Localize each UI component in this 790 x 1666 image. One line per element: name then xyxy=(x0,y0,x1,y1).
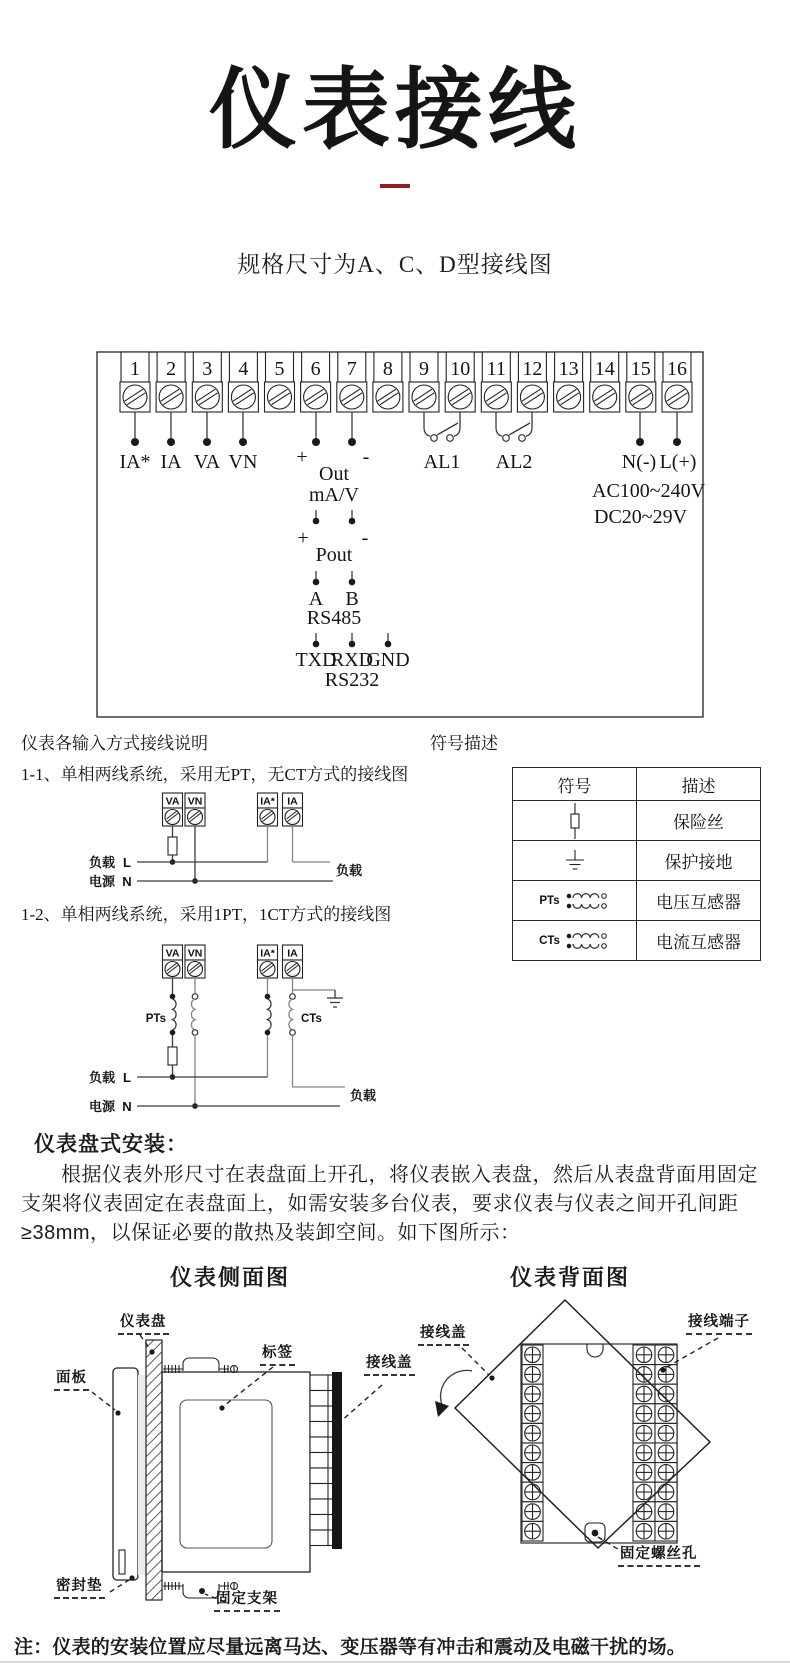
rs485-b: B xyxy=(345,588,359,610)
gasket xyxy=(138,1375,146,1575)
power-l-label: L(+) xyxy=(659,451,697,473)
rs232-label: RS232 xyxy=(324,669,380,691)
symbol-desc: 保护接地 xyxy=(637,841,761,881)
diagram-1-1 xyxy=(89,793,362,889)
terminal-cell xyxy=(373,352,403,412)
terminal-number: 4 xyxy=(238,358,249,380)
terminal-screws-right xyxy=(633,1345,677,1541)
installation-body: 根据仪表外形尺寸在表盘面上开孔，将仪表嵌入表盘，然后从表盘背面用固定支架将仪表固定在表盘面上，如需安装多台仪表，要求仪表与仪表之间开孔间距≥38mm，以保证必要的散热及装卸空间。如下图所示： xyxy=(21,1164,758,1244)
terminal-number: 14 xyxy=(594,358,615,380)
terminal-cell xyxy=(156,352,186,412)
terminal-cell xyxy=(590,352,620,412)
mini-terminal-label: VA xyxy=(165,795,180,808)
table-row xyxy=(513,801,761,841)
symbol-desc: 保险丝 xyxy=(637,801,761,841)
load-label: 负载 xyxy=(88,1070,116,1085)
ct-symbol xyxy=(265,978,322,1035)
mini-terminal-label: IA* xyxy=(260,795,275,808)
rs232-rxd: RXD xyxy=(330,649,374,671)
top-bracket xyxy=(163,1358,238,1373)
terminal-cell xyxy=(120,352,150,412)
symbol-desc: 电流互感器 xyxy=(637,921,761,961)
ground-symbol xyxy=(293,990,344,1007)
terminal-number: 16 xyxy=(667,358,687,380)
terminal-strip xyxy=(120,352,692,412)
installation-heading: 仪表盘式安装： xyxy=(34,1133,188,1156)
column-symbol: 符号 xyxy=(513,768,637,801)
terminal-wiring-diagram xyxy=(0,335,790,733)
signal-label-ia: IA xyxy=(160,451,182,473)
ct-icon xyxy=(564,927,610,955)
callout-side-terminal-cover: 接线盖 xyxy=(364,1356,415,1376)
mini-terminal-label: VA xyxy=(165,947,180,960)
source-label: 电源 xyxy=(88,874,116,889)
terminal-cell xyxy=(517,352,547,412)
side-view-figure xyxy=(30,1295,420,1625)
terminal-cell xyxy=(662,352,692,412)
terminal-number: 1 xyxy=(130,358,140,380)
terminal-number: 11 xyxy=(486,358,506,380)
signal-label-vn: VN xyxy=(228,451,258,473)
terminal-number: 6 xyxy=(310,358,321,380)
ground-icon xyxy=(562,848,588,874)
callout-screw-hole: 固定螺丝孔 xyxy=(618,1547,700,1567)
mini-terminal-label: IA xyxy=(287,947,298,960)
instrument-body xyxy=(162,1372,310,1572)
load-right-label: 负载 xyxy=(350,1088,377,1103)
callout-bracket: 固定支架 xyxy=(214,1592,280,1612)
rotate-arrow xyxy=(435,1370,472,1417)
pout-plus: + xyxy=(297,527,309,549)
bottom-divider xyxy=(0,1661,790,1663)
page-title: 仪表接线 xyxy=(208,60,581,159)
callout-front-panel: 面板 xyxy=(54,1371,89,1391)
power-n-label: N(-) xyxy=(621,451,657,473)
al1-label: AL1 xyxy=(423,451,461,473)
terminal-number: 9 xyxy=(419,358,429,380)
mini-terminal xyxy=(258,793,278,826)
out-minus: - xyxy=(362,446,370,468)
ct-label: CTs xyxy=(301,1013,322,1025)
mini-terminal xyxy=(163,945,183,978)
rs232-txd: TXD xyxy=(295,649,337,671)
alarm-relay-al2 xyxy=(496,412,533,473)
callout-gasket: 密封垫 xyxy=(54,1579,105,1599)
terminal-cell xyxy=(228,352,258,412)
ct-symbol-label: CTs xyxy=(539,934,560,947)
terminal-cell xyxy=(337,352,367,412)
terminal-cover-bar xyxy=(332,1372,342,1549)
neutral-label: N xyxy=(122,1099,132,1114)
terminal-cell xyxy=(409,352,439,412)
load-label: 负载 xyxy=(88,855,116,870)
mini-terminal-label: IA xyxy=(287,795,298,808)
terminal-cell xyxy=(445,352,475,412)
alarm-relay-al1 xyxy=(424,412,461,473)
out-unit: mA/V xyxy=(309,484,359,506)
callout-tag: 标签 xyxy=(260,1346,295,1366)
page-subtitle: 规格尺寸为A、C、D型接线图 xyxy=(237,252,553,277)
power-input-group xyxy=(592,412,706,528)
side-view-title: 仪表侧面图 xyxy=(169,1265,290,1290)
rs232-gnd: GND xyxy=(366,649,410,671)
signal-label-ia-star: IA* xyxy=(119,451,151,473)
line-label: L xyxy=(123,855,131,870)
back-view-title: 仪表背面图 xyxy=(509,1265,630,1290)
mini-terminal xyxy=(258,945,278,978)
input-wiring-heading: 仪表各输入方式接线说明 xyxy=(21,734,208,753)
mini-terminal-label: VN xyxy=(187,947,203,960)
diagram-1-2 xyxy=(89,945,376,1114)
callout-back-terminal-cover: 接线盖 xyxy=(418,1326,469,1346)
pout-minus: - xyxy=(361,527,369,549)
power-ac-range: AC100~240V xyxy=(592,480,706,502)
pt-symbol-label: PTs xyxy=(539,894,560,907)
power-dc-range: DC20~29V xyxy=(594,506,688,528)
terminal-number: 13 xyxy=(558,358,579,380)
diagram-1-1-caption: 1-1、单相两线系统，采用无PT，无CT方式的接线图 xyxy=(21,765,409,784)
terminal-number: 7 xyxy=(346,358,357,380)
analog-out-group xyxy=(296,412,369,506)
pout-label: Pout xyxy=(315,544,353,566)
symbol-table-heading: 符号描述 xyxy=(430,734,498,753)
load-right-label: 负载 xyxy=(336,863,363,878)
diagram-1-2-caption: 1-2、单相两线系统，采用1PT，1CT方式的接线图 xyxy=(21,905,392,924)
mini-terminal-label: VN xyxy=(187,795,203,808)
pt-icon xyxy=(564,887,610,915)
footer-note: 注：仪表的安装位置应尽量远离马达、变压器等有冲击和震动及电磁干扰的场。 xyxy=(14,1637,687,1658)
table-row xyxy=(513,841,761,881)
al2-label: AL2 xyxy=(495,451,533,473)
rs485-group xyxy=(307,571,361,629)
terminal-comb xyxy=(310,1375,332,1546)
mini-terminal xyxy=(185,793,205,826)
callout-panel: 仪表盘 xyxy=(118,1315,169,1335)
title-accent-rule xyxy=(380,184,410,188)
mini-terminal xyxy=(163,793,183,826)
mounting-panel xyxy=(146,1340,162,1600)
diagram-1-1-terminals xyxy=(163,793,303,826)
signal-label-va: VA xyxy=(193,451,221,473)
terminal-number: 15 xyxy=(630,358,651,380)
table-row xyxy=(513,921,761,961)
input-signal-wires xyxy=(119,412,257,473)
mini-terminal xyxy=(185,945,205,978)
fuse-symbol xyxy=(168,1047,177,1065)
fuse-icon xyxy=(564,802,586,840)
terminal-cell xyxy=(626,352,656,412)
back-view-figure xyxy=(420,1295,790,1585)
diagram-1-2-terminals xyxy=(163,945,303,978)
rs485-a: A xyxy=(308,588,324,610)
thread-ticks xyxy=(165,1365,228,1590)
fuse-symbol xyxy=(168,837,177,855)
rs232-group xyxy=(295,633,409,691)
mini-terminal-label: IA* xyxy=(260,947,275,960)
terminal-cell xyxy=(301,352,331,412)
terminal-number: 2 xyxy=(166,358,177,380)
pt-symbol xyxy=(146,978,198,1035)
pt-label: PTs xyxy=(145,1013,166,1025)
mini-terminal xyxy=(283,945,303,978)
terminal-number: 10 xyxy=(450,358,471,380)
terminal-number: 5 xyxy=(274,358,285,380)
label-area xyxy=(180,1400,272,1548)
terminal-cell xyxy=(192,352,222,412)
symbol-table xyxy=(512,767,761,961)
neutral-label: N xyxy=(122,874,132,889)
pulse-out-group xyxy=(297,510,368,566)
column-desc: 描述 xyxy=(637,768,761,801)
terminal-number: 12 xyxy=(522,358,543,380)
callout-terminal-block: 接线端子 xyxy=(686,1315,752,1335)
mini-terminal xyxy=(283,793,303,826)
out-plus: + xyxy=(296,446,308,468)
terminal-screws-left xyxy=(522,1345,543,1541)
terminal-cell xyxy=(265,352,295,412)
table-row xyxy=(513,881,761,921)
source-label: 电源 xyxy=(88,1099,116,1114)
symbol-table-header xyxy=(513,768,761,801)
terminal-cell xyxy=(554,352,584,412)
terminal-cell xyxy=(481,352,511,412)
out-label: Out xyxy=(319,463,349,485)
terminal-number: 8 xyxy=(382,358,393,380)
line-label: L xyxy=(123,1070,131,1085)
input-wiring-diagrams xyxy=(0,785,470,1130)
symbol-desc: 电压互感器 xyxy=(637,881,761,921)
front-bezel xyxy=(113,1368,138,1580)
terminal-number: 3 xyxy=(202,358,213,380)
rs485-label: RS485 xyxy=(306,607,362,629)
